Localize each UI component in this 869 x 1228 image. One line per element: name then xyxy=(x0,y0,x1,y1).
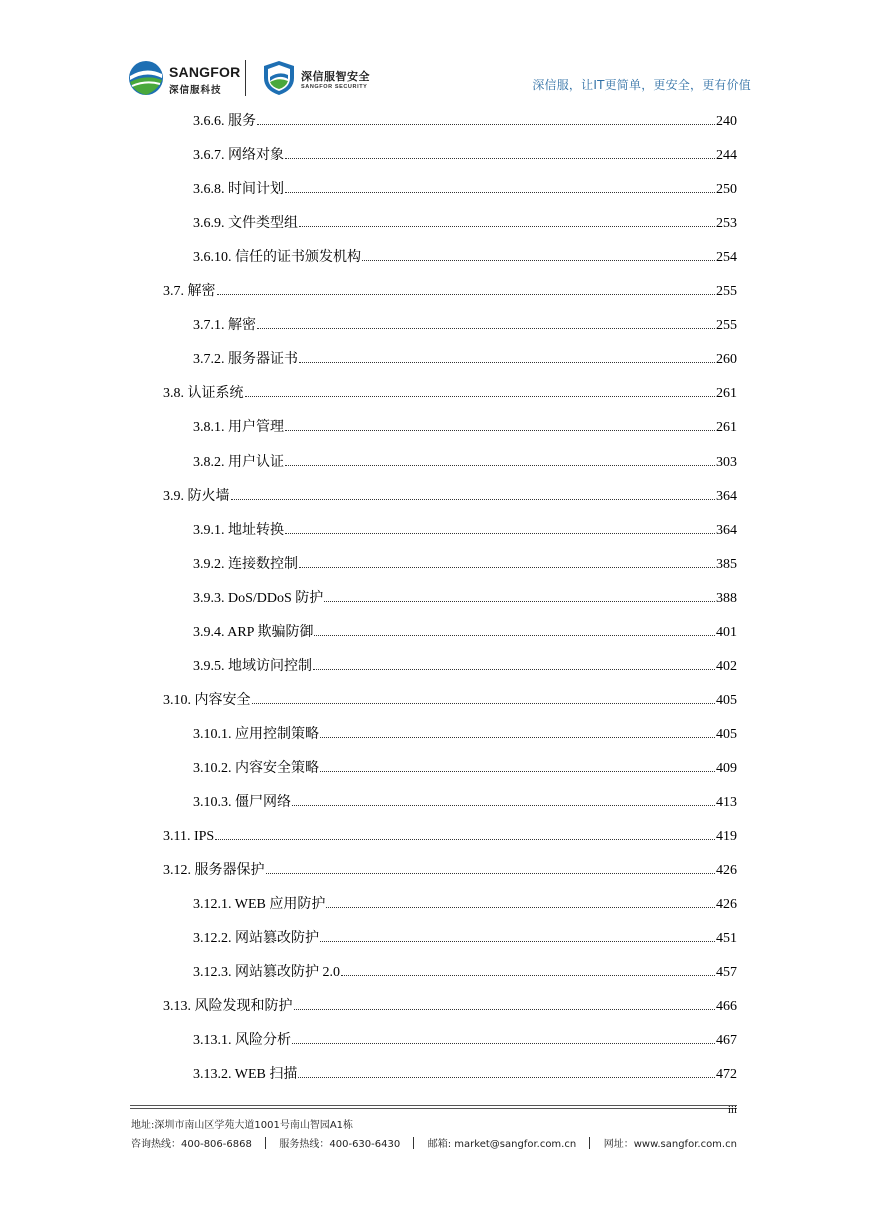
toc-entry-page: 254 xyxy=(716,250,737,266)
toc-entry-page: 261 xyxy=(716,386,737,402)
toc-entry[interactable] xyxy=(193,113,737,131)
toc-entry[interactable] xyxy=(193,317,737,335)
footer-rule xyxy=(130,1105,737,1106)
toc-dot-leader xyxy=(320,771,715,772)
toc-dot-leader xyxy=(294,1009,716,1010)
toc-entry-page: 413 xyxy=(716,795,737,810)
toc-entry-title: 3.6.9. 文件类型组 xyxy=(193,216,298,232)
toc-entry-title: 3.8. 认证系统 xyxy=(163,386,244,402)
toc-entry-title: 3.12.1. WEB 应用防护 xyxy=(193,897,326,913)
security-en-name: SANGFOR SECURITY xyxy=(301,84,368,90)
page-header xyxy=(0,0,869,110)
toc-entry-title: 3.12.3. 网站篡改防护 2.0 xyxy=(193,965,340,981)
toc-dot-leader xyxy=(299,226,715,227)
toc-entry[interactable] xyxy=(193,249,737,267)
toc-entry-title: 3.12.2. 网站篡改防护 xyxy=(193,931,319,947)
toc-dot-leader xyxy=(298,1077,715,1078)
toc-entry-page: 401 xyxy=(716,624,737,640)
toc-entry[interactable] xyxy=(193,760,737,778)
toc-dot-leader xyxy=(285,192,715,193)
toc-entry-page: 466 xyxy=(716,999,737,1015)
toc-entry-page: 261 xyxy=(716,420,737,436)
toc-entry-page: 364 xyxy=(716,488,737,504)
toc-dot-leader xyxy=(266,873,716,874)
logo-divider xyxy=(245,60,246,96)
footer-rule xyxy=(130,1108,737,1109)
footer-hotline: 咨询热线：400-806-6868 xyxy=(131,1139,252,1150)
toc-entry-title: 3.7.1. 解密 xyxy=(193,318,256,334)
toc-dot-leader xyxy=(257,124,715,125)
toc-dot-leader xyxy=(285,533,715,534)
toc-entry-page: 426 xyxy=(716,863,737,879)
toc-entry-page: 260 xyxy=(716,352,737,368)
footer-service: 服务热线：400-630-6430 xyxy=(279,1139,401,1150)
toc-entry-title: 3.7.2. 服务器证书 xyxy=(193,352,298,368)
toc-dot-leader xyxy=(341,975,715,976)
toc-entry[interactable] xyxy=(193,964,737,982)
toc-dot-leader xyxy=(324,601,715,602)
sangfor-cn-name: 深信服科技 xyxy=(169,85,222,96)
sangfor-logo xyxy=(128,60,241,100)
toc-dot-leader xyxy=(362,260,715,261)
toc-dot-leader xyxy=(245,396,716,397)
toc-entry-title: 3.8.2. 用户认证 xyxy=(193,454,284,470)
toc-entry-page: 419 xyxy=(716,829,737,845)
toc-dot-leader xyxy=(217,294,716,295)
page-number: iii xyxy=(727,1104,737,1116)
toc-entry[interactable] xyxy=(193,1066,737,1084)
toc-entry-title: 3.9.2. 连接数控制 xyxy=(193,556,298,572)
toc-entry[interactable] xyxy=(163,828,737,846)
toc-entry-page: 405 xyxy=(716,726,737,742)
toc-entry-page: 405 xyxy=(716,692,737,708)
toc-entry[interactable] xyxy=(193,590,737,608)
sangfor-globe-icon xyxy=(128,60,164,96)
toc-entry-page: 250 xyxy=(716,182,737,198)
toc-entry-title: 3.10. 内容安全 xyxy=(163,692,251,708)
sangfor-wordmark: SANGFOR xyxy=(169,64,241,80)
footer-website: 网址：www.sangfor.com.cn xyxy=(603,1139,737,1150)
toc-entry-page: 402 xyxy=(716,658,737,674)
toc-dot-leader xyxy=(231,499,716,500)
toc-dot-leader xyxy=(299,362,715,363)
toc-dot-leader xyxy=(285,465,715,466)
toc-entry-page: 244 xyxy=(716,148,737,164)
toc-entry-page: 255 xyxy=(716,318,737,334)
toc-entry[interactable] xyxy=(193,726,737,744)
toc-entry-title: 3.13.2. WEB 扫描 xyxy=(193,1067,298,1083)
toc-entry[interactable] xyxy=(193,419,737,437)
toc-entry[interactable] xyxy=(163,385,737,403)
sangfor-security-logo xyxy=(262,60,382,100)
toc-entry-page: 364 xyxy=(716,522,737,538)
toc-entry[interactable] xyxy=(193,147,737,165)
toc-entry[interactable] xyxy=(163,283,737,301)
footer-address: 地址:深圳市南山区学苑大道1001号南山智园A1栋 xyxy=(131,1120,354,1131)
toc-entry-page: 409 xyxy=(716,760,737,776)
toc-dot-leader xyxy=(215,839,715,840)
toc-dot-leader xyxy=(285,430,715,431)
toc-entry[interactable] xyxy=(193,658,737,676)
toc-entry-title: 3.9.1. 地址转换 xyxy=(193,522,284,538)
toc-entry[interactable] xyxy=(163,488,737,506)
toc-entry-title: 3.13. 风险发现和防护 xyxy=(163,999,293,1015)
toc-entry-page: 303 xyxy=(716,454,737,470)
toc-entry-page: 457 xyxy=(716,965,737,981)
toc-entry[interactable] xyxy=(163,862,737,880)
toc-dot-leader xyxy=(314,635,715,636)
toc-dot-leader xyxy=(326,907,715,908)
toc-entry-title: 3.6.8. 时间计划 xyxy=(193,182,284,198)
footer-separator xyxy=(589,1137,590,1149)
toc-entry-title: 3.12. 服务器保护 xyxy=(163,863,265,879)
toc-entry[interactable] xyxy=(193,454,737,472)
toc-dot-leader xyxy=(257,328,715,329)
toc-dot-leader xyxy=(292,1043,715,1044)
header-slogan: 深信服，让IT更简单，更安全，更有价值 xyxy=(532,78,751,92)
toc-entry[interactable] xyxy=(193,522,737,540)
toc-entry-title: 3.13.1. 风险分析 xyxy=(193,1033,291,1049)
security-cn-name: 深信服智安全 xyxy=(301,70,370,83)
toc-entry-page: 255 xyxy=(716,284,737,300)
toc-dot-leader xyxy=(299,567,715,568)
toc-entry[interactable] xyxy=(193,351,737,369)
toc-entry-title: 3.7. 解密 xyxy=(163,284,216,300)
toc-entry-page: 451 xyxy=(716,931,737,947)
toc-entry-page: 467 xyxy=(716,1033,737,1049)
toc-entry-title: 3.9.4. ARP 欺骗防御 xyxy=(193,624,314,640)
toc-entry[interactable] xyxy=(193,930,737,948)
toc-entry[interactable] xyxy=(193,624,737,642)
toc-entry-title: 3.9. 防火墙 xyxy=(163,488,230,504)
toc-entry-page: 253 xyxy=(716,216,737,232)
toc-entry-title: 3.9.5. 地域访问控制 xyxy=(193,658,312,674)
footer-separator xyxy=(265,1137,266,1149)
toc-entry[interactable] xyxy=(193,794,737,812)
toc-dot-leader xyxy=(252,703,716,704)
footer-email: 邮箱: market@sangfor.com.cn xyxy=(427,1139,577,1150)
toc-entry-page: 385 xyxy=(716,556,737,572)
toc-dot-leader xyxy=(320,737,715,738)
toc-dot-leader xyxy=(292,805,715,806)
toc-entry[interactable] xyxy=(193,181,737,199)
toc-dot-leader xyxy=(320,941,715,942)
toc-entry[interactable] xyxy=(193,215,737,233)
toc-dot-leader xyxy=(313,669,715,670)
toc-dot-leader xyxy=(285,158,715,159)
footer-separator xyxy=(413,1137,414,1149)
toc-entry-title: 3.10.1. 应用控制策略 xyxy=(193,726,319,742)
toc-entry-title: 3.6.7. 网络对象 xyxy=(193,148,284,164)
toc-entry-page: 388 xyxy=(716,590,737,606)
footer-contacts xyxy=(131,1135,737,1150)
shield-icon xyxy=(262,60,296,96)
toc-entry[interactable] xyxy=(193,1032,737,1050)
toc-entry-title: 3.6.6. 服务 xyxy=(193,114,256,129)
toc-entry-title: 3.11. IPS xyxy=(163,829,215,845)
toc-entry[interactable] xyxy=(193,556,737,574)
toc-entry[interactable] xyxy=(163,998,737,1016)
toc-entry-title: 3.8.1. 用户管理 xyxy=(193,420,284,436)
toc-entry-page: 472 xyxy=(716,1067,737,1083)
toc-entry-page: 426 xyxy=(716,897,737,913)
toc-entry[interactable] xyxy=(163,692,737,710)
toc-entry-title: 3.6.10. 信任的证书颁发机构 xyxy=(193,250,361,266)
toc-entry-title: 3.10.2. 内容安全策略 xyxy=(193,760,319,776)
toc-entry-title: 3.9.3. DoS/DDoS 防护 xyxy=(193,590,324,606)
toc-entry[interactable] xyxy=(193,896,737,914)
toc-entry-page: 240 xyxy=(716,114,737,129)
toc-entry-title: 3.10.3. 僵尸网络 xyxy=(193,795,291,810)
